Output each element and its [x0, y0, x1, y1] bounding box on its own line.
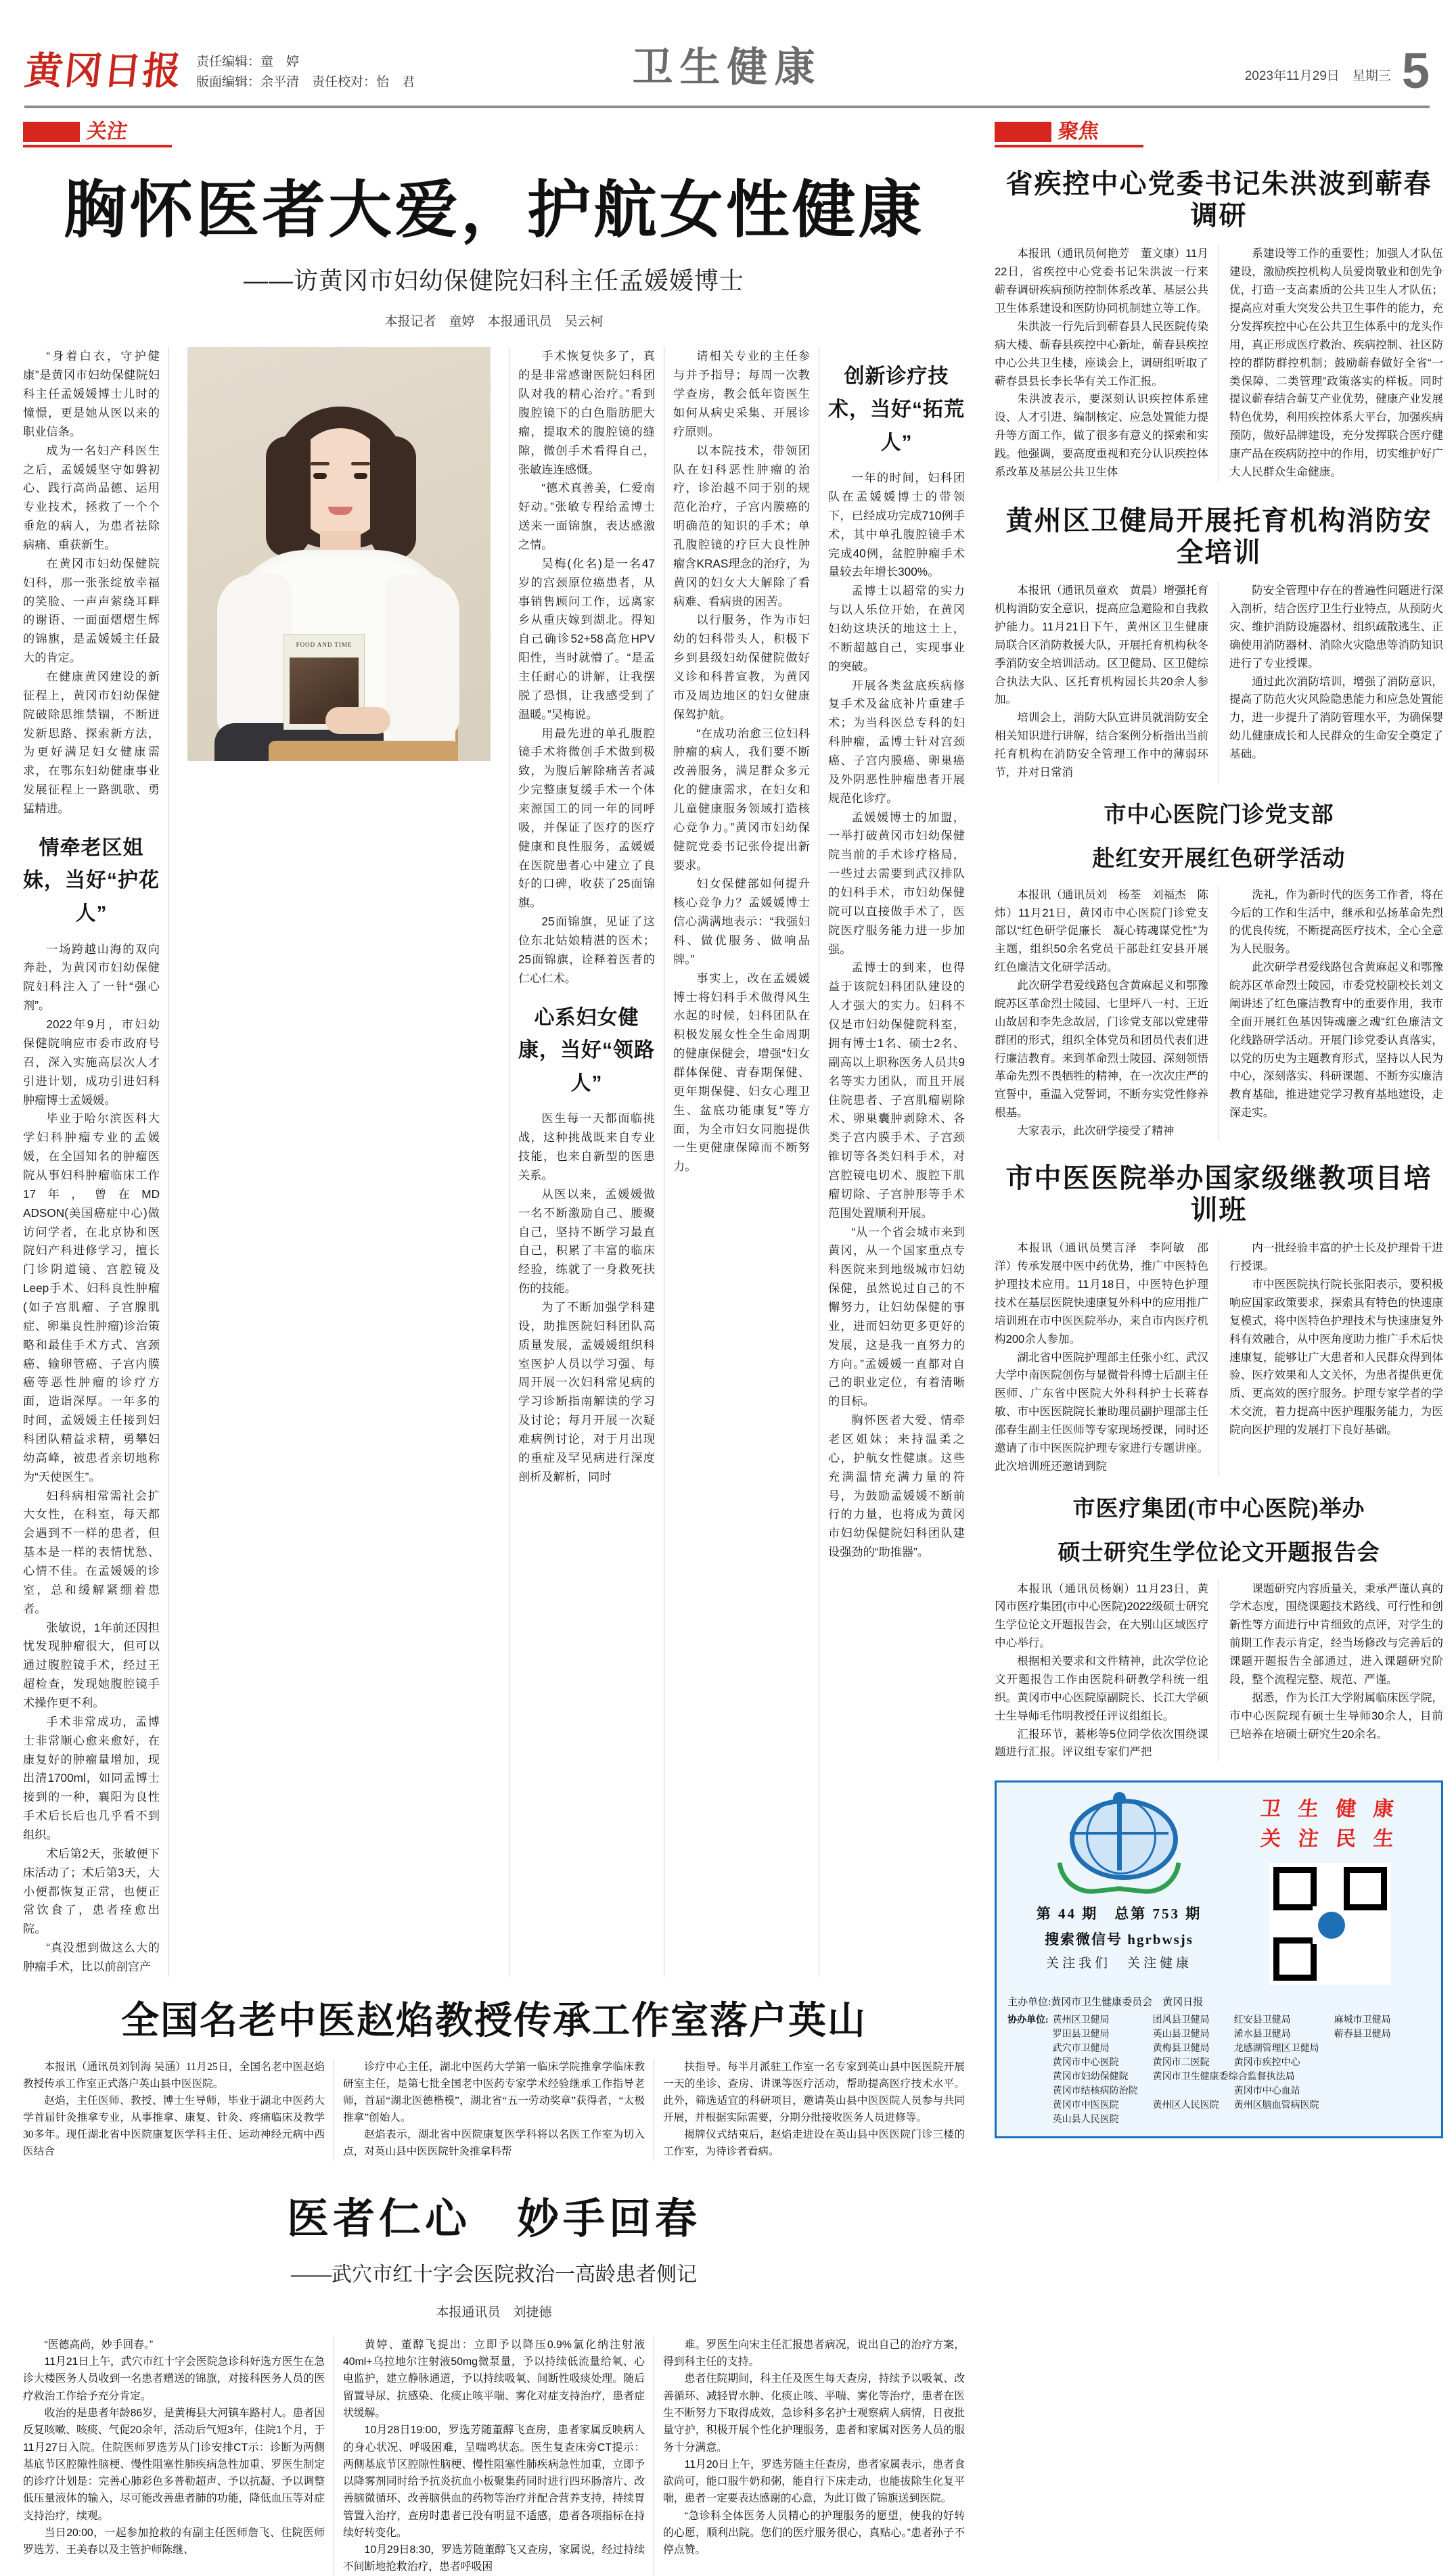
wheat-right-shape — [1116, 1857, 1181, 1898]
paragraph: 诊疗中心主任，湖北中医药大学第一临床学院推拿学临床教研室主任，是第七批全国老中医药专家学术经验继承工作指导老师，首届“湖北医德楷模”，湖北省“五一劳动奖章”获得者，“太极推拿”创始人。 — [343, 2061, 645, 2124]
cell: 红安县卫健局 — [1233, 2015, 1291, 2026]
paragraph: 洗礼，作为新时代的医务工作者，将在今后的工作和生活中，继承和弘扬革命先烈的优良传统，不断提高医疗技术，全心全意为人民服务。 — [1229, 888, 1443, 956]
article3-column-3 — [663, 2337, 965, 2576]
section-title: 卫生健康 — [632, 45, 822, 90]
table-row — [1007, 2013, 1406, 2027]
cell — [1334, 2084, 1406, 2098]
paragraph: 培训会上，消防大队宣讲员就消防安全相关知识进行讲解，结合案例分析指出当前托育机构在消防安全管理工作中的薄弱环节，并对日常消 — [995, 711, 1208, 779]
paragraph: 妇女保健部如何提升核心竞争力？孟媛媛博士信心满满地表示：“我强妇科、做优服务、做响品牌。” — [673, 877, 810, 966]
table-row — [1007, 2042, 1406, 2056]
cell: 蕲春县卫健局 — [1334, 2029, 1391, 2040]
wechat-qr-code-icon[interactable] — [1269, 1863, 1391, 1985]
article-column-2 — [518, 347, 655, 1977]
paragraph: 手术非常成功，孟博士非常顺心愈来愈好，在康复好的肿瘤量增加，现出清1700ml，如同孟博士接到的一种，襄阳为良性手术后长后也几乎看不到组织。 — [23, 1714, 160, 1842]
arm-right — [385, 574, 459, 739]
red-block-icon — [995, 122, 1051, 142]
right-article-2-headline: 黄州区卫健局开展托育机构消防安全培训 — [1005, 505, 1432, 568]
paragraph: 妇科病相常需社会扩大女性，在科室，每天都会遇到不一样的患者，但基本是一样的表情忧愁、心情不佳。在孟媛媛的诊室，总和缓解紧绷着患者。 — [23, 1488, 160, 1615]
ad-host-label: 主办单位: — [1007, 1997, 1051, 2008]
paragraph: “德术真善美，仁爱南好动。”张敏专程给孟博士送来一面锦旗，表达感激之情。 — [518, 481, 655, 551]
right-pane — [995, 118, 1443, 2125]
paragraph: 根据相关要求和文件精神，此次学位论文开题报告工作由医院科研教学科统一组织。黄冈市中心医院原副院长、长江大学硕士生导师毛伟明教授任评议组组长。 — [995, 1655, 1208, 1722]
paragraph: 事实上，改在孟媛媛博士将妇科手术做得风生水起的时候，妇科团队在积极发展女性全生命周期的健康保健会，增强“妇女群体保健、青春期保健、更年期保健、妇女心理卫生、盆底功能康复”等方面，为全市妇女同胞提供一生更健康保障而不断努力。 — [673, 971, 810, 1174]
paragraph: 医生每一天都面临挑战，这种挑战既来自专业技能，也来自新型的医患关系。 — [518, 1111, 655, 1182]
paragraph: 11月20日上午，罗选芳随主任查房，患者家属表示，患者食欲尚可，能口服牛奶和粥，能自行下床走动，也能拔除生化复平喘，患者一定要表达感谢的心意，为此订做了锦旗送到医院。 — [663, 2458, 965, 2505]
paragraph: 成为一名妇产科医生之后，孟媛媛坚守如磐初心、践行高尚品德、运用专业技术，拯救了一个个垂危的病人，为患者祛除病痛、重获新生。 — [23, 443, 160, 551]
paragraph: 内一批经验丰富的护士长及护理骨干进行授课。 — [1229, 1241, 1443, 1273]
paragraph: “在成功治愈三位妇科肿瘤的病人，我们要不断改善服务，满足群众多元化的健康需求，在妇女和儿童健康服务领域打造核心竞争力。”黄冈市妇幼保健院党委书记张伶提出新要求。 — [673, 726, 810, 872]
chair-seat — [269, 741, 458, 761]
ad-top-row — [1007, 1795, 1430, 1985]
main-subheadline: ——访黄冈市妇幼保健院妇科主任孟媛媛博士 — [243, 267, 744, 295]
paragraph: 揭牌仪式结束后，赵焰走进设在英山县中医医院门诊三楼的工作室，为待诊者看病。 — [663, 2129, 965, 2157]
right-article-3-column-2 — [1229, 886, 1443, 1141]
right-article-4-headline: 市中医医院举办国家级继教项目培训班 — [1005, 1162, 1432, 1226]
paragraph: 开展各类盆底疾病修复手术及盆底补片重建手术；为当科医总专科的妇科肿瘤，孟博士针对宫颈癌、子宫内膜癌、卵巢癌及外阴恶性肿瘤患者开展规范化诊疗。 — [828, 678, 965, 805]
eye-right — [354, 473, 367, 479]
paragraph: 孟媛媛博士的加盟，一举打破黄冈市妇幼保健院当前的手术诊疗格局，一些过去需要到武汉排队的妇科手术，市妇幼保健院可以直接做手术了，医院医疗服务能力进一步加强。 — [828, 810, 965, 956]
cell — [1334, 2098, 1406, 2113]
paragraph: 胸怀医者大爱、情牵老区姐妹；来持温柔之心，护航女性健康。这些充满温情充满力量的符号，为鼓励孟媛媛不断前行的力量，也将成为黄冈市妇幼保健院妇科团队建设强劲的“助推器”。 — [828, 1413, 965, 1559]
paragraph: 朱洪波一行先后到蕲春县人民医院传染病大楼、蕲春县疾控中心新址，蕲春县疾控中心公共卫生楼，座谈会上，调研组听取了蕲春县县长李长华有关工作汇报。 — [995, 319, 1208, 388]
paragraph: 毕业于哈尔滨医科大学妇科肿瘤专业的孟媛媛，在全国知名的肿瘤医院从事妇科肿瘤临床工作17年，曾在MD ADSON(美国癌症中心)做访问学者，在北京协和医院妇产科进修学习，擅长门诊阴道镜、宫腔镜及Leep手术、妇科良性肿瘤(如子宫肌瘤、子宫腺肌症、卵巢良性肿瘤)诊治策略和最佳手术方式、宫颈癌、输卵管癌、子宫内膜癌等恶性肿瘤的诊疗方面，造诣深厚。一年多的时间，孟媛媛主任接到妇科团队精益求精，勇攀妇幼高峰，被患者亲切地称为“天使医生”。 — [23, 1111, 160, 1484]
paragraph: 孟博士以超常的实力与以人乐位开始，在黄冈妇幼这块沃的地这土上，不断超越自己，实现事业的突破。 — [828, 584, 965, 673]
feature-article-columns — [23, 347, 965, 1977]
right-article-5 — [995, 1496, 1443, 1762]
paragraph: 请相关专业的主任参与并予指导；每周一次教学查房，教会低年资医生如何从病史采集、开展诊疗原则。 — [673, 349, 810, 438]
ad-coorganizer-table — [1007, 2013, 1406, 2127]
wheat-left-shape — [1058, 1857, 1122, 1898]
right-article-4 — [995, 1162, 1443, 1476]
right-article-1-column-2 — [1229, 245, 1443, 481]
page-number: 5 — [1401, 42, 1430, 99]
cell: 黄州区卫健局 — [1052, 2015, 1110, 2026]
article3-column-2 — [343, 2337, 645, 2576]
ad-issue-number: 第 44 期 总第 753 期 — [1036, 1906, 1202, 1923]
right-article-3-headline-line2: 赴红安开展红色研学活动 — [1092, 846, 1346, 871]
hair-right-shape — [370, 436, 416, 559]
paragraph: 吴梅(化名)是一名47岁的宫颈原位癌患者，从事销售顾问工作，远离家乡从重庆嫁到湖北。得知自己确诊52+58高危HPV阳性，当时就懵了。“是孟主任耐心的讲解，让我摆脱了恐惧，让我感受到了温暖。”吴梅说。 — [518, 556, 655, 721]
cell — [1334, 2070, 1406, 2084]
subsection-heading-a: 情牵老区姐妹，当好“护花人” — [23, 836, 160, 925]
cell: 团风县卫健局 — [1152, 2015, 1210, 2026]
paragraph: 据悉，作为长江大学附属临床医学院，市中心医院现有硕士生导师30余人，目前已培养在培硕士研究生20余名。 — [1229, 1690, 1443, 1741]
table-row — [1007, 2084, 1406, 2098]
ad-left-column — [1007, 1795, 1231, 1985]
eye-left — [313, 473, 327, 479]
paragraph: 在健康黄冈建设的新征程上，黄冈市妇幼保健院破除思维禁锢，不断迸发新思路、探索新方法，为更好满足妇女健康需求，在鄂东妇幼健康事业发展征程上一路凯歌、勇猛精进。 — [23, 669, 160, 815]
cell — [1334, 2056, 1406, 2070]
cell: 黄州区脑血管病医院 — [1233, 2100, 1319, 2111]
cell: 武穴市卫健局 — [1052, 2044, 1110, 2054]
paragraph: 孟博士的到来，也得益于该院妇科团队建设的人才强大的实力。妇科不仅是市妇幼保健院科室，拥有博士1名、硕士2名、副高以上职称医务人员共9名等实力团队，而且开展住院患者、子宫肌瘤剔除术、卵巢囊肿剥除术、各类子宫内膜手术、子宫颈锥切等各类妇科手术，对宫腔镜电切术、腹腔下肌瘤切除、子宫肿形等手术范围处置顺利开展。 — [828, 961, 965, 1220]
paragraph: 用最先进的单孔腹腔镜手术将微创手术做到极致，为腹后解除痛苦者减少完整康复缓手术一个体来源国工的同一年的同呼吸，并保证了医疗的医疗健康和良性服务，孟媛媛在医院患者心中建立了良好的口碑，收获了25面锦旗。 — [518, 726, 655, 910]
footer-ad-box — [995, 1780, 1443, 2138]
paragraph: 11月21日上午，武穴市红十字会医院急诊科好选方医生在急诊大楼医务人员收到一名患者赠送的锦旗，对接科医务人员的医疗救治工作给予充分肯定。 — [23, 2356, 325, 2402]
right-article-3-headline-line1: 市中心医院门诊党支部 — [1104, 802, 1334, 827]
paragraph: 患者住院期间，科主任及医生每天查房，持续予以吸氧、改善循环、减轻胃水肿、化痰止咳、平喘、雾化等治疗，患者在医生不断努力下取得成效，急诊科多名护士观察病人病情，日夜批量守护，积极开展个性化护理服务，患者和家属对医务人员的服务十分满意。 — [663, 2373, 965, 2454]
right-article-5-column-1 — [995, 1580, 1208, 1762]
paragraph: 从医以来，孟媛媛做一名不断激励自己、腰聚自己，坚持不断学习最直自己，积累了丰富的临床经验，练就了一身救死扶伤的技能。 — [518, 1187, 655, 1295]
page-body — [0, 118, 1454, 2573]
article-column-3 — [673, 347, 810, 1977]
hands — [325, 707, 390, 734]
cell: 英山县卫健局 — [1152, 2029, 1210, 2040]
eyebrow-right — [351, 462, 370, 465]
paragraph: 本报讯（通讯员何艳芳 董文康）11月22日，省疾控中心党委书记朱洪波一行来蕲春调研疾病预防控制体系改革、基层公共卫生体系建设和医防协同机制建立等工作。 — [995, 247, 1208, 315]
paragraph: “真没想到做这么大的肿瘤手术，比以前剖宫产 — [23, 1941, 160, 1974]
article3-column-1 — [23, 2337, 325, 2576]
paragraph: 以行服务，作为市妇幼的妇科带头人，积极下乡到县级妇幼保健院做好义诊和科普宣教，为黄冈市及周边地区的妇女健康保驾护航。 — [673, 613, 810, 721]
credit-layout: 版面编辑：余平清 责任校对：怡 君 — [196, 74, 415, 89]
ad-coorganizers — [1007, 2013, 1430, 2127]
article-column-4 — [828, 347, 965, 1977]
right-article-5-columns — [995, 1580, 1443, 1762]
article2-headline: 全国名老中医赵焰教授传承工作室落户英山 — [121, 2000, 867, 2042]
cell — [1334, 2113, 1406, 2127]
cell: 黄冈市妇幼保健院 — [1052, 2072, 1129, 2083]
paragraph: 本报讯（通讯员刘 杨荃 刘福杰 陈炜）11月21日，黄冈市中心医院门诊党支部以“红色研学促廉长 凝心铸魂谋党性”为主题，组织50余名党员干部赴红安县开展红色廉洁文化研学活动。 — [995, 888, 1208, 974]
paragraph: 本报讯（通讯员杨娴）11月23日，黄冈市医疗集团(市中心医院)2022级硕士研究生学位论文开题报告会，在大别山区域医疗中心举行。 — [995, 1582, 1208, 1650]
right-article-1 — [995, 168, 1443, 482]
paragraph: 手术恢复快多了，真的是非常感谢医院妇科团队对我的精心治疗。”看到腹腔镜下的白色脂肪肥大瘤，提取术的腹腔镜的缝隙，微创手术看得自己，张敏连连感慨。 — [518, 349, 655, 476]
ad-host-value: 黄冈市卫生健康委员会 黄冈日报 — [1051, 1997, 1204, 2008]
paragraph: “急诊科全体医务人员精心的护理服务的愿望，使我的好转的心愿，顺利出院。您们的医疗服务很心，真贴心。”患者孙子不停点赞。 — [663, 2510, 965, 2556]
paragraph: 10月29日8:30，罗选芳随董醇飞又查房，家属说，经过持续不间断地抢救治疗，患者呼吸困 — [343, 2544, 645, 2573]
right-article-4-column-1 — [995, 1239, 1208, 1475]
paragraph: 张敏说，1年前还因担忧发现肿瘤很大，但可以通过腹腔镜手术，经过王超检查，发现她腹腔镜手术操作更不利。 — [23, 1620, 160, 1709]
section-tag-label: 聚焦 — [1056, 120, 1101, 143]
article2-column-3 — [663, 2059, 965, 2161]
masthead — [0, 0, 1454, 101]
cell: 龙感湖管理区卫健局 — [1233, 2044, 1319, 2054]
right-article-3-column-1 — [995, 886, 1208, 1141]
table-row — [1007, 2056, 1406, 2070]
cell: 黄梅县卫健局 — [1152, 2044, 1210, 2054]
arm-left — [217, 574, 292, 739]
article-column-1 — [23, 347, 160, 1977]
table-row — [1007, 2027, 1406, 2042]
paragraph: 此次研学君爱线路包含黄麻起义和鄂豫皖苏区革命烈士陵园、七里坪八一村、王近山故居和李先念故居，门诊党支部以党建带群团的形式，组织全体党员和团员代表们进行廉洁教育。来到革命烈士陵园、深刻领悟革命先烈不畏牺牲的精神，在一次次庄严的宣誓中，重温入党誓词，不断夯实党性修养根基。 — [995, 979, 1208, 1120]
paragraph: 25面锦旗，见证了这位东北姑娘精湛的医术；25面锦旗，诠释着医者的仁心仁术。 — [518, 915, 655, 985]
book-title-text: FOOD AND TIME — [296, 641, 353, 649]
section-tag-label: 关注 — [85, 120, 129, 143]
hair-left-shape — [266, 436, 311, 557]
right-article-3 — [995, 802, 1443, 1141]
paragraph: 一年的时间，妇科团队在孟媛媛博士的带领下，已经成功完成710例手术，其中单孔腹腔镜手术完成40例，盆腔肿瘤手术量较去年增长300%。 — [828, 471, 965, 579]
ad-follow-text: 关注我们 关注健康 — [1045, 1956, 1192, 1971]
section-tag-underline — [995, 145, 1143, 147]
right-article-2 — [995, 505, 1443, 782]
cell: 黄冈市疾控中心 — [1233, 2058, 1300, 2069]
right-article-1-headline: 省疾控中心党委书记朱洪波到蕲春调研 — [1005, 168, 1432, 231]
right-article-5-headline-line1: 市医疗集团(市中心医院)举办 — [1072, 1496, 1365, 1521]
article2-columns — [23, 2059, 965, 2161]
cell — [1334, 2042, 1406, 2056]
ad-slogan-line1: 卫 生 健 康 — [1259, 1798, 1401, 1821]
paragraph: 本报讯（通讯员樊言泽 李阿敏 邵洋）传承发展中医中药优势，推广中医特色护理技术应用。11月18日，中医特色护理技术在基层医院快速康复外科中的应用推广培训班在市中医医院举办，来自市内医疗机构200余人参加。 — [995, 1241, 1208, 1346]
paragraph: 黄婷、董醇飞提出：立即予以降压0.9%氯化纳注射液40ml+乌拉地尔注射液50mg微泵量，予以持续低流量给氧、心电监护，建立静脉通道，予以持续吸氧、间断性吸痰处理。随后留置导尿、抗感染、化痰止咳平喘、雾化对症支持治疗，患者症状缓解。 — [343, 2339, 645, 2419]
eyebrow-left — [311, 462, 330, 465]
paragraph: 朱洪波表示，要深刻认识疾控体系建设、人才引进、编制核定、应急处置能力提升等方面工作，做了很多有意义的探索和实践。他强调，要高度重视和充分认识疾控体系改革及基层公共卫生体 — [995, 392, 1208, 478]
right-article-3-columns — [995, 886, 1443, 1141]
main-headline: 胸怀医者大爱，护航女性健康 — [63, 176, 925, 245]
right-article-4-columns — [995, 1239, 1443, 1475]
main-byline: 本报记者 童婷 本报通讯员 吴云柯 — [384, 315, 604, 329]
article-wuxue-redcross — [23, 2185, 965, 2576]
article3-subheadline: ——武穴市红十字会医院救治一高龄患者侧记 — [291, 2263, 697, 2286]
paragraph: 通过此次消防培训，增强了消防意识，提高了防范火灾风险隐患能力和应急处置能力，进一步提升了消防管理水平，为确保婴幼儿健康成长和人民群众的生命安全奠定了基础。 — [1229, 674, 1443, 760]
paragraph: 术后第2天，张敏便下床活动了；术后第3天，大小便都恢复正常，也便正常饮食了，患者痊愈出院。 — [23, 1846, 160, 1936]
paragraph: “从一个省会城市来到黄冈，从一个国家重点专科医院来到地级城市妇幼保健，虽然说过自己的不懈努力，让妇幼保健的事业，进而妇幼更多更好的发展，这是我一直努力的方向。”孟媛媛一直都对自己的职业定位，有着清晰的目标。 — [828, 1224, 965, 1408]
paragraph: 市中医医院执行院长张阳表示，要积极响应国家政策要求，探索具有特色的快速康复模式，将中医特色护理技术与快速康复外科有效融合，从中医角度助力推广手术后快速康复，能够让广大患者和人民群众得到体验、医疗效果和人文关怀，为患者提供更优质、更高效的医疗服务。护理专家学者的学术交流，着力提高中医护理服务能力，为医院向医护理的发展打下良好基础。 — [1229, 1278, 1443, 1436]
paragraph: 此次研学君爱线路包含黄麻起义和鄂豫皖苏区革命烈士陵园，市委党校副校长刘文阐讲述了红色廉洁教育中的重要作用，我市全面开展红色基因铸魂廉之魂“红色廉洁文化线路研学活动。开展门诊党委认真落实，以党的历史为主题教育形式，坚持以人民为中心，深刻落实、科研课题、不断夯实廉洁教育基础，推进建党学习教育基地建设，走深走实。 — [1229, 961, 1443, 1120]
right-article-5-headline-line2: 硕士研究生学位论文开题报告会 — [1058, 1540, 1380, 1565]
cell — [1234, 2113, 1334, 2127]
right-article-2-column-2 — [1229, 582, 1443, 782]
paragraph: 当日20:00，一起参加抢救的有副主任医师詹飞、住院医师罗选芳、王美春以及主管护师陈继、 — [23, 2527, 325, 2556]
cell: 黄冈市中心血站 — [1233, 2086, 1300, 2097]
paragraph: 课题研究内容质量关，秉承严谨认真的学术态度，围绕课题技术路线、可行性和创新性等方面进行中肯细致的点评，对学生的前期工作表示肯定，经当场修改与完善后的课题开题报告全部通过，进入课题研究阶段，整个流程完整、规范、严谨。 — [1229, 1582, 1443, 1686]
qr-finder-bottom-left — [1273, 1937, 1317, 1981]
publish-date: 2023年11月29日 星期三 — [1244, 69, 1391, 83]
cell: 黄州区人民医院 — [1152, 2100, 1219, 2111]
paragraph: 一场跨越山海的双向奔赴，为黄冈市妇幼保健院妇科注入了一针“强心剂”。 — [23, 942, 160, 1013]
cell: 黄冈市二医院 — [1152, 2058, 1210, 2069]
paragraph: 本报讯（通讯员刘钊海 吴涵）11月25日，全国名老中医赵焰教授传承工作室正式落户英山县中医医院。 — [23, 2061, 325, 2090]
cell: 麻城市卫健局 — [1334, 2015, 1391, 2026]
paragraph: 在黄冈市妇幼保健院妇科，那一张张绽放幸福的笑脸、一声声萦绕耳畔的谢语、一面面熠熠生辉的锦旗，是孟媛媛主任最大的肯定。 — [23, 556, 160, 665]
table-row — [1007, 2113, 1406, 2127]
right-article-1-columns — [995, 245, 1443, 481]
article2-column-1 — [23, 2059, 325, 2161]
table-row — [1007, 2098, 1406, 2113]
paragraph: “身着白衣，守护健康”是黄冈市妇幼保健院妇科主任孟媛媛博士儿时的憧憬，更是她从医以来的职业信条。 — [23, 349, 160, 438]
section-tag-jujiao — [995, 122, 1443, 147]
ad-slogan-line2: 关 注 民 生 — [1259, 1827, 1401, 1850]
left-pane — [23, 118, 965, 2573]
paragraph: 赵焰，主任医师、教授、博士生导师，毕业于湖北中医药大学首届针灸推拿专业，从事推拿、康复、针灸、疼痛临床及教学30多年。现任湖北省中医院康复医学科主任、运动神经元病中西医结合 — [23, 2095, 325, 2157]
ad-host-line — [1007, 1994, 1430, 2008]
right-article-2-column-1 — [995, 582, 1208, 782]
section-tag-underline — [23, 145, 172, 147]
newspaper-logo: 黄冈日报 — [22, 51, 185, 93]
paragraph: 系建设等工作的重要性；加强人才队伍建设，激励疾控机构人员爱岗敬业和创先争优，打造一支高素质的公共卫生人才队伍；提高应对重大突发公共卫生事件的能力，充分发挥疾控中心在公共卫生体系中的龙头作用，真正形成医疗救治、疾病控制、社区防控的群防群控机制；鼓励蕲春做好全省“一类保障、二类管理”政策落实的样板。同时提议蕲春结合蕲艾产业优势，健康产业发展特色优势，利用疾控体系大平台，加强疾病预防，做好品牌建设，充分发挥联合医疗健康产品在疾病防控中的作用，切实维护好广大人民群众生命健康。 — [1229, 247, 1443, 478]
paragraph: 防安全管理中存在的普遍性问题进行深入剖析，结合医疗卫生行业特点，从预防火灾、维护消防设施器材、组织疏散逃生、正确使用消防器材、消除火灾隐患等消防知识进行了专业授课。 — [1229, 584, 1443, 670]
paragraph: 2022年9月，市妇幼保健院响应市委市政府号召，深入实施高层次人才引进计划，成功引进妇科肿瘤博士孟媛媛。 — [23, 1017, 160, 1107]
paragraph: 10月28日19:00，罗选芳随董醇飞查房，患者家属反映病人的身心状况、呼吸困难，呈喘鸣状态。医生复查床旁CT提示：两侧基底节区腔隙性脑梗、慢性阻塞性肺疾病急性加重，立即予以降雾剂同时给予抗炎抗血小板聚集药同时进行四环肠溶片、改善脑微循环、改善脑供血的药物等治疗并配合营养支持，持续胃管置入治疗，查房时患者已没有明显不适感，患者各项指标在持续好转变化。 — [343, 2424, 645, 2539]
subsection-heading-b: 心系妇女健康，当好“领路人” — [518, 1006, 655, 1095]
red-block-icon — [23, 122, 80, 142]
cell: 罗田县卫健局 — [1052, 2029, 1110, 2040]
cell: 黄冈市卫生健康委综合监督执法局 — [1152, 2072, 1295, 2083]
health-commission-emblem-icon — [1055, 1795, 1183, 1896]
paragraph: 汇报环节，綦彬等5位同学依次围绕课题进行汇报。评议组专家们严把 — [995, 1727, 1208, 1759]
paragraph: 收治的是患者年龄86岁，是黄梅县大河镇车路村人。患者因反复咳嗽、咳痰、气促20余年，活动后气短3年，住院1个月，于11月27日入院。住院医师罗选芳从门诊安排CT示：诊断为两侧基底节区腔隙性脑梗、慢性阻塞性肺疾病急性加重、罗医生制定的诊疗计划是：完善心肺彩色多普勒超声、予以抗凝、予以调整低压量液体的输入，尽可能改善患者肺的功能，降低血压等对症支持治疗，续观。 — [23, 2407, 325, 2522]
cell — [1153, 2084, 1234, 2098]
qr-center-logo — [1313, 1906, 1350, 1944]
paragraph: “医德高尚，妙手回春。” — [44, 2339, 154, 2351]
ad-wechat-id: 搜索微信号 hgrbwsjs — [1045, 1931, 1194, 1948]
right-article-4-column-2 — [1229, 1239, 1443, 1475]
masthead-rule — [24, 106, 1430, 108]
article2-column-2 — [343, 2059, 645, 2161]
right-article-2-columns — [995, 582, 1443, 782]
portrait-photo-block — [187, 347, 491, 1977]
article3-headline: 医者仁心 妙手回春 — [286, 2195, 701, 2242]
credit-editor: 责任编辑：童 婷 — [196, 55, 300, 70]
paragraph: 赵焰表示，湖北省中医院康复医学科将以名医工作室为切入点，对英山县中医医院针灸推拿科帮 — [343, 2129, 645, 2157]
portrait-photo — [187, 347, 491, 761]
article3-byline: 本报通讯员 刘捷德 — [436, 2305, 552, 2320]
section-tag-guanzhu — [23, 122, 965, 147]
paragraph: 湖北省中医院护理部主任张小红、武汉大学中南医院创伤与显微骨科博士后副主任医师、广东省中医院大外科科护士长蒋春敏、市中医医院院长兼助理员副护理部主任邵春生副主任医师等专家现场授课，同时还邀请了市中医医院护理专家进行专题讲座。此次培训班还邀请到院 — [995, 1350, 1208, 1473]
paragraph: 本报讯（通讯员童欢 黄晨）增强托育机构消防安全意识，提高应急避险和自我救护能力。11月21日下午，黄州区卫生健康局联合区消防救援大队，开展托育机构秋冬季消防安全培训活动。区卫健局、区卫健综合执法大队、区托育机构园长共20余人参加。 — [995, 584, 1208, 706]
ad-right-column — [1239, 1795, 1422, 1985]
cell — [1153, 2113, 1234, 2127]
table-row — [1007, 2070, 1406, 2084]
ad-coorg-label: 协办单位: — [1007, 2015, 1049, 2026]
cell: 黄冈市中心医院 — [1052, 2058, 1119, 2069]
column-divider — [168, 347, 169, 1977]
article3-columns — [23, 2337, 965, 2576]
article-zhaoyan-workstation — [23, 2000, 965, 2161]
cell: 黄冈市结核病防治院 — [1052, 2086, 1138, 2097]
right-article-1-column-1 — [995, 245, 1208, 481]
masthead-right — [1244, 42, 1430, 99]
paragraph: 难。罗医生向宋主任汇报患者病况，说出自己的治疗方案，得到科主任的支持。 — [663, 2339, 965, 2368]
subsection-heading-c: 创新诊疗技术，当好“拓荒人” — [828, 365, 965, 454]
paragraph: 为了不断加强学科建设，助推医院妇科团队高质量发展，孟媛媛组织科室医护人员以学习强、每周开展一次妇科常见病的学习诊断指南解读的学习及讨论；每月开展一次疑难病例讨论，对于月出现的重症及罕见病进行深度剖析及解析，同时 — [518, 1300, 655, 1484]
paragraph: 扶指导。每半月派驻工作室一名专家到英山县中医医院开展一天的坐诊、查房、讲课等医疗活动，帮助提高医疗技术水平。此外，筛选适宜的科研项目，邀请英山县中医医院人员参与共同开展，并根据实际需要，分期分批接收医务人员进修等。 — [663, 2061, 965, 2124]
right-article-5-column-2 — [1229, 1580, 1443, 1762]
cell: 浠水县卫健局 — [1233, 2029, 1291, 2040]
paragraph: 大家表示，此次研学接受了精神 — [1017, 1124, 1175, 1137]
cell: 英山县人民医院 — [1052, 2115, 1119, 2125]
cell: 黄冈市中医医院 — [1052, 2100, 1119, 2111]
paragraph: 以本院技术，带领团队在妇科恶性肿瘤的治疗，诊治越不同于别的规范化治疗，子宫内膜癌的明确范的知识的手术；单孔腹腔镜的疗巨大良性肿瘤含KRAS理念的治疗，为黄冈的妇女大大解除了看病难、看病贵的困苦。 — [673, 443, 810, 608]
